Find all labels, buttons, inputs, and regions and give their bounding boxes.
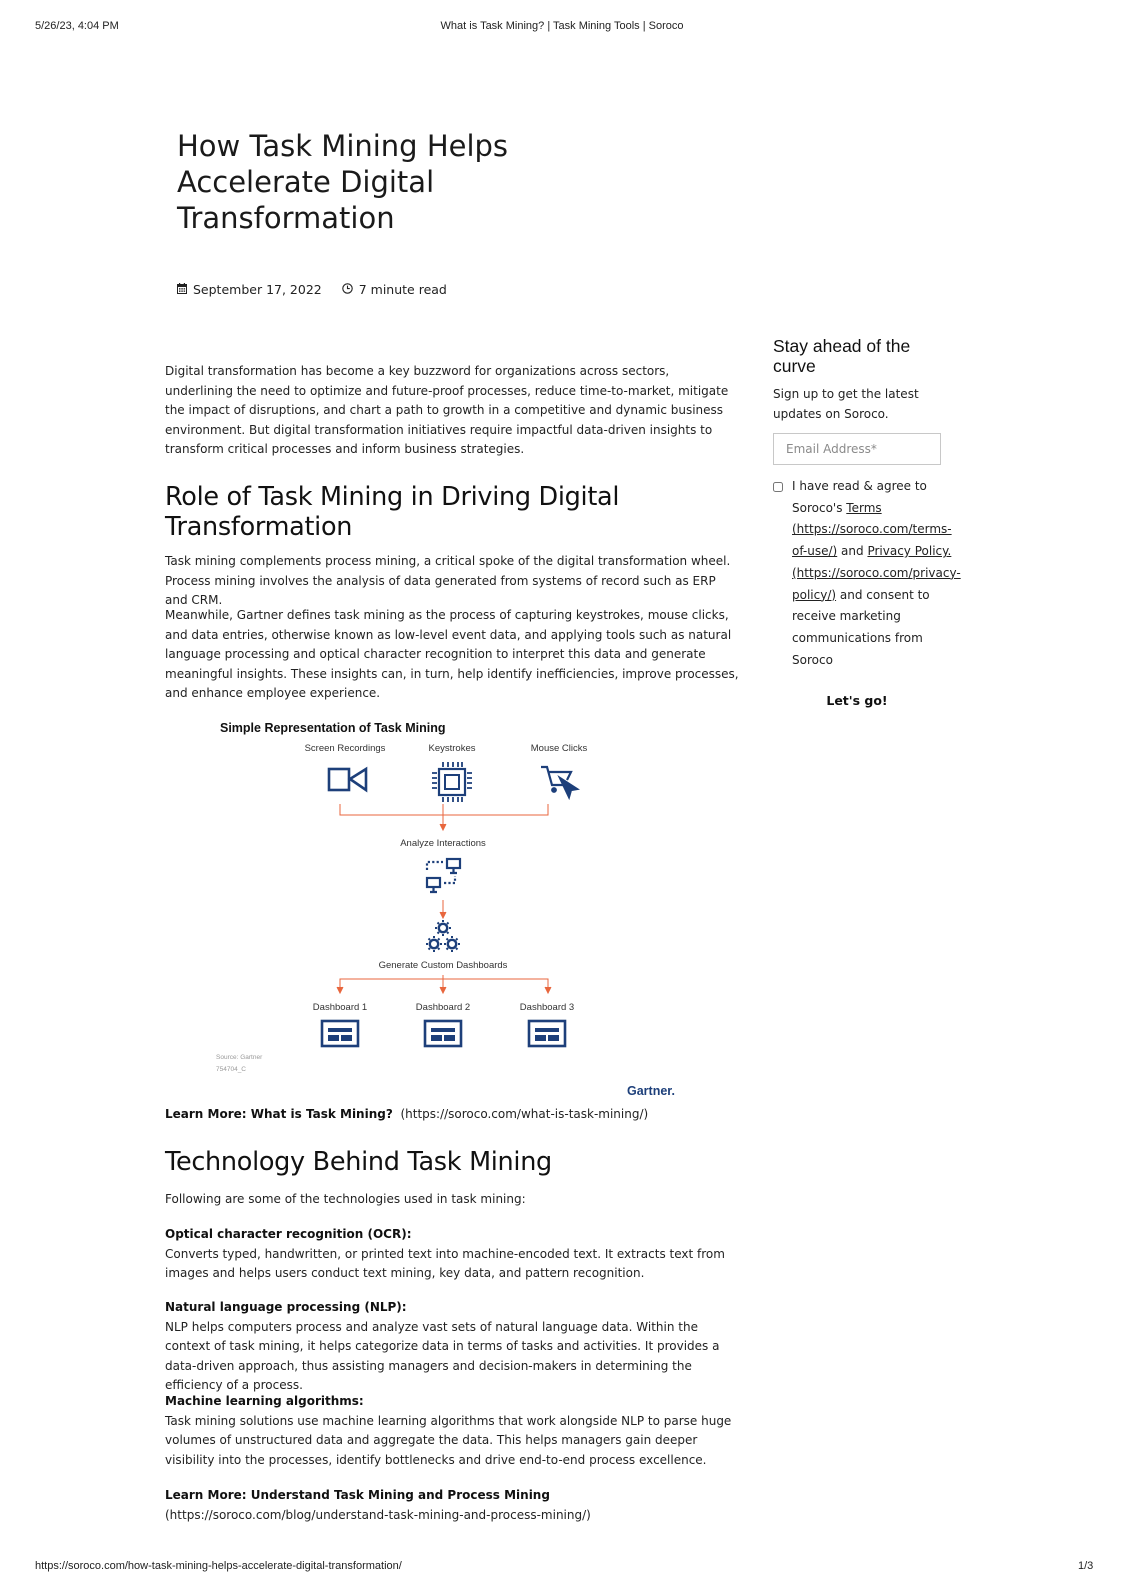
learn-more-2-label[interactable]: Learn More: Understand Task Mining and Process Mining: [165, 1488, 550, 1502]
print-footer-url: https://soroco.com/how-task-mining-helps-accelerate-digital-transformation/: [35, 1560, 402, 1572]
read-time: 7 minute read: [358, 282, 447, 297]
print-datetime: 5/26/23, 4:04 PM: [35, 20, 119, 32]
section-heading-role: Role of Task Mining in Driving Digital Transformation: [165, 482, 620, 542]
dashboard-connector: [337, 975, 551, 993]
analyze-connector: [440, 900, 446, 918]
section1-paragraph-2: Meanwhile, Gartner defines task mining as the process of capturing keystrokes, mouse clicks, and data entries, otherwise known as low-level event data, and applying tools such as natural language processing and optical character recognition to interpret this data and generate meaningful insights. These insights can, in turn, help identify inefficiencies, improve processes, and enhance employee experience.: [165, 608, 739, 700]
learn-more-1-url[interactable]: (https://soroco.com/what-is-task-mining/): [400, 1107, 649, 1121]
input-label-keystrokes: Keystrokes: [428, 743, 476, 754]
terms-link[interactable]: Terms: [846, 500, 882, 515]
intro-paragraph: Digital transformation has become a key buzzword for organizations across sectors, underlining the need to optimize and future-proof processes, reduce time-to-market, mitigate the impact of disruptions, and chart a path to growth in a competitive and dynamic business environment. But digital transformation initiatives require impactful data-driven insights to transform critical processes and inform business strategies.: [165, 364, 729, 456]
dashboard-icon-3: [529, 1021, 565, 1046]
diagram-source: Source: Gartner: [216, 1054, 263, 1061]
tech-desc-ml: Task mining solutions use machine learning algorithms that work alongside NLP to parse huge volumes of unstructured data and aggregate the data. This helps managers gain deeper visibility into the processes, identify bottlenecks and drive end-to-end process excellence.: [165, 1413, 732, 1467]
consent-text: [792, 476, 962, 671]
terms-url[interactable]: (https://soroco.com/terms-of-use/): [792, 522, 952, 559]
gears-icon: [426, 920, 460, 952]
tech-term-ml: Machine learning algorithms:: [165, 1394, 364, 1408]
tech-term-nlp: Natural language processing (NLP):: [165, 1300, 407, 1314]
input-label-mouse-clicks: Mouse Clicks: [530, 743, 588, 754]
privacy-link[interactable]: Privacy Policy.: [867, 544, 952, 559]
newsletter-title: Stay ahead of the curve: [773, 336, 911, 376]
connected-computers-icon: [427, 859, 460, 892]
dashboard-label-2: Dashboard 2: [415, 1002, 471, 1013]
privacy-url[interactable]: (https://soroco.com/privacy-policy/): [792, 565, 961, 602]
tech-desc-ocr: Converts typed, handwritten, or printed text into machine-encoded text. It extracts text from images and helps users conduct text mining, key data, and pattern recognition.: [165, 1246, 725, 1280]
print-page-number: 1/3: [1078, 1560, 1094, 1572]
dashboard-icon-1: [322, 1021, 358, 1046]
processor-chip-icon: [432, 762, 472, 802]
tech-desc-nlp: NLP helps computers process and analyze vast sets of natural language data. Within the context of task mining, it helps categorize data in terms of tasks and activities. It provides a data-driven approach, thus assisting managers and decision-makers in determining the efficiency of a process.: [165, 1319, 720, 1392]
section-heading-technology: Technology Behind Task Mining: [165, 1147, 552, 1177]
email-input[interactable]: [773, 433, 941, 465]
clock-icon: [342, 282, 353, 297]
section1-paragraph-1: Task mining complements process mining, a critical spoke of the digital transformation wheel. Process mining involves the analysis of data generated from systems of record such as ERP and CRM.: [165, 554, 731, 607]
consent-and: and: [841, 544, 864, 559]
print-page-title: What is Task Mining? | Task Mining Tools | Soroco: [440, 20, 684, 32]
article-title: How Task Mining Helps Accelerate Digital Transformation: [177, 129, 509, 235]
dashboard-label-1: Dashboard 1: [312, 1002, 368, 1013]
article-date: September 17, 2022: [193, 282, 322, 297]
learn-more-1-label[interactable]: Learn More: What is Task Mining?: [165, 1107, 393, 1121]
consent-text-2: and consent to receive marketing communications from Soroco: [792, 587, 930, 667]
diagram-code: 754704_C: [216, 1066, 246, 1073]
generate-dashboards-label: Generate Custom Dashboards: [378, 960, 508, 971]
learn-more-task-vs-process-mining[interactable]: [165, 1486, 740, 1525]
learn-more-what-is-task-mining[interactable]: [165, 1105, 740, 1125]
shopping-cart-cursor-icon: [541, 767, 577, 797]
video-camera-icon: [329, 769, 366, 790]
calendar-icon: [177, 282, 187, 297]
section2-intro: Following are some of the technologies used in task mining:: [165, 1192, 526, 1206]
consent-text-1: I have read & agree to Soroco's: [792, 479, 927, 515]
task-mining-diagram: [205, 720, 695, 1120]
consent-checkbox[interactable]: [773, 482, 783, 492]
learn-more-2-url[interactable]: (https://soroco.com/blog/understand-task-mining-and-process-mining/): [165, 1507, 591, 1522]
dashboard-icon-2: [425, 1021, 461, 1046]
submit-button[interactable]: Let's go!: [826, 693, 888, 708]
diagram-title: Simple Representation of Task Mining: [220, 721, 446, 735]
analyze-interactions-label: Analyze Interactions: [400, 838, 486, 849]
input-connector: [340, 804, 548, 830]
newsletter-subtitle: Sign up to get the latest updates on Soroco.: [773, 387, 919, 421]
gartner-logo: Gartner.: [627, 1084, 675, 1098]
dashboard-label-3: Dashboard 3: [519, 1002, 575, 1013]
input-label-screen-recordings: Screen Recordings: [304, 743, 386, 754]
tech-term-ocr: Optical character recognition (OCR):: [165, 1227, 412, 1241]
article-meta: [177, 282, 447, 297]
